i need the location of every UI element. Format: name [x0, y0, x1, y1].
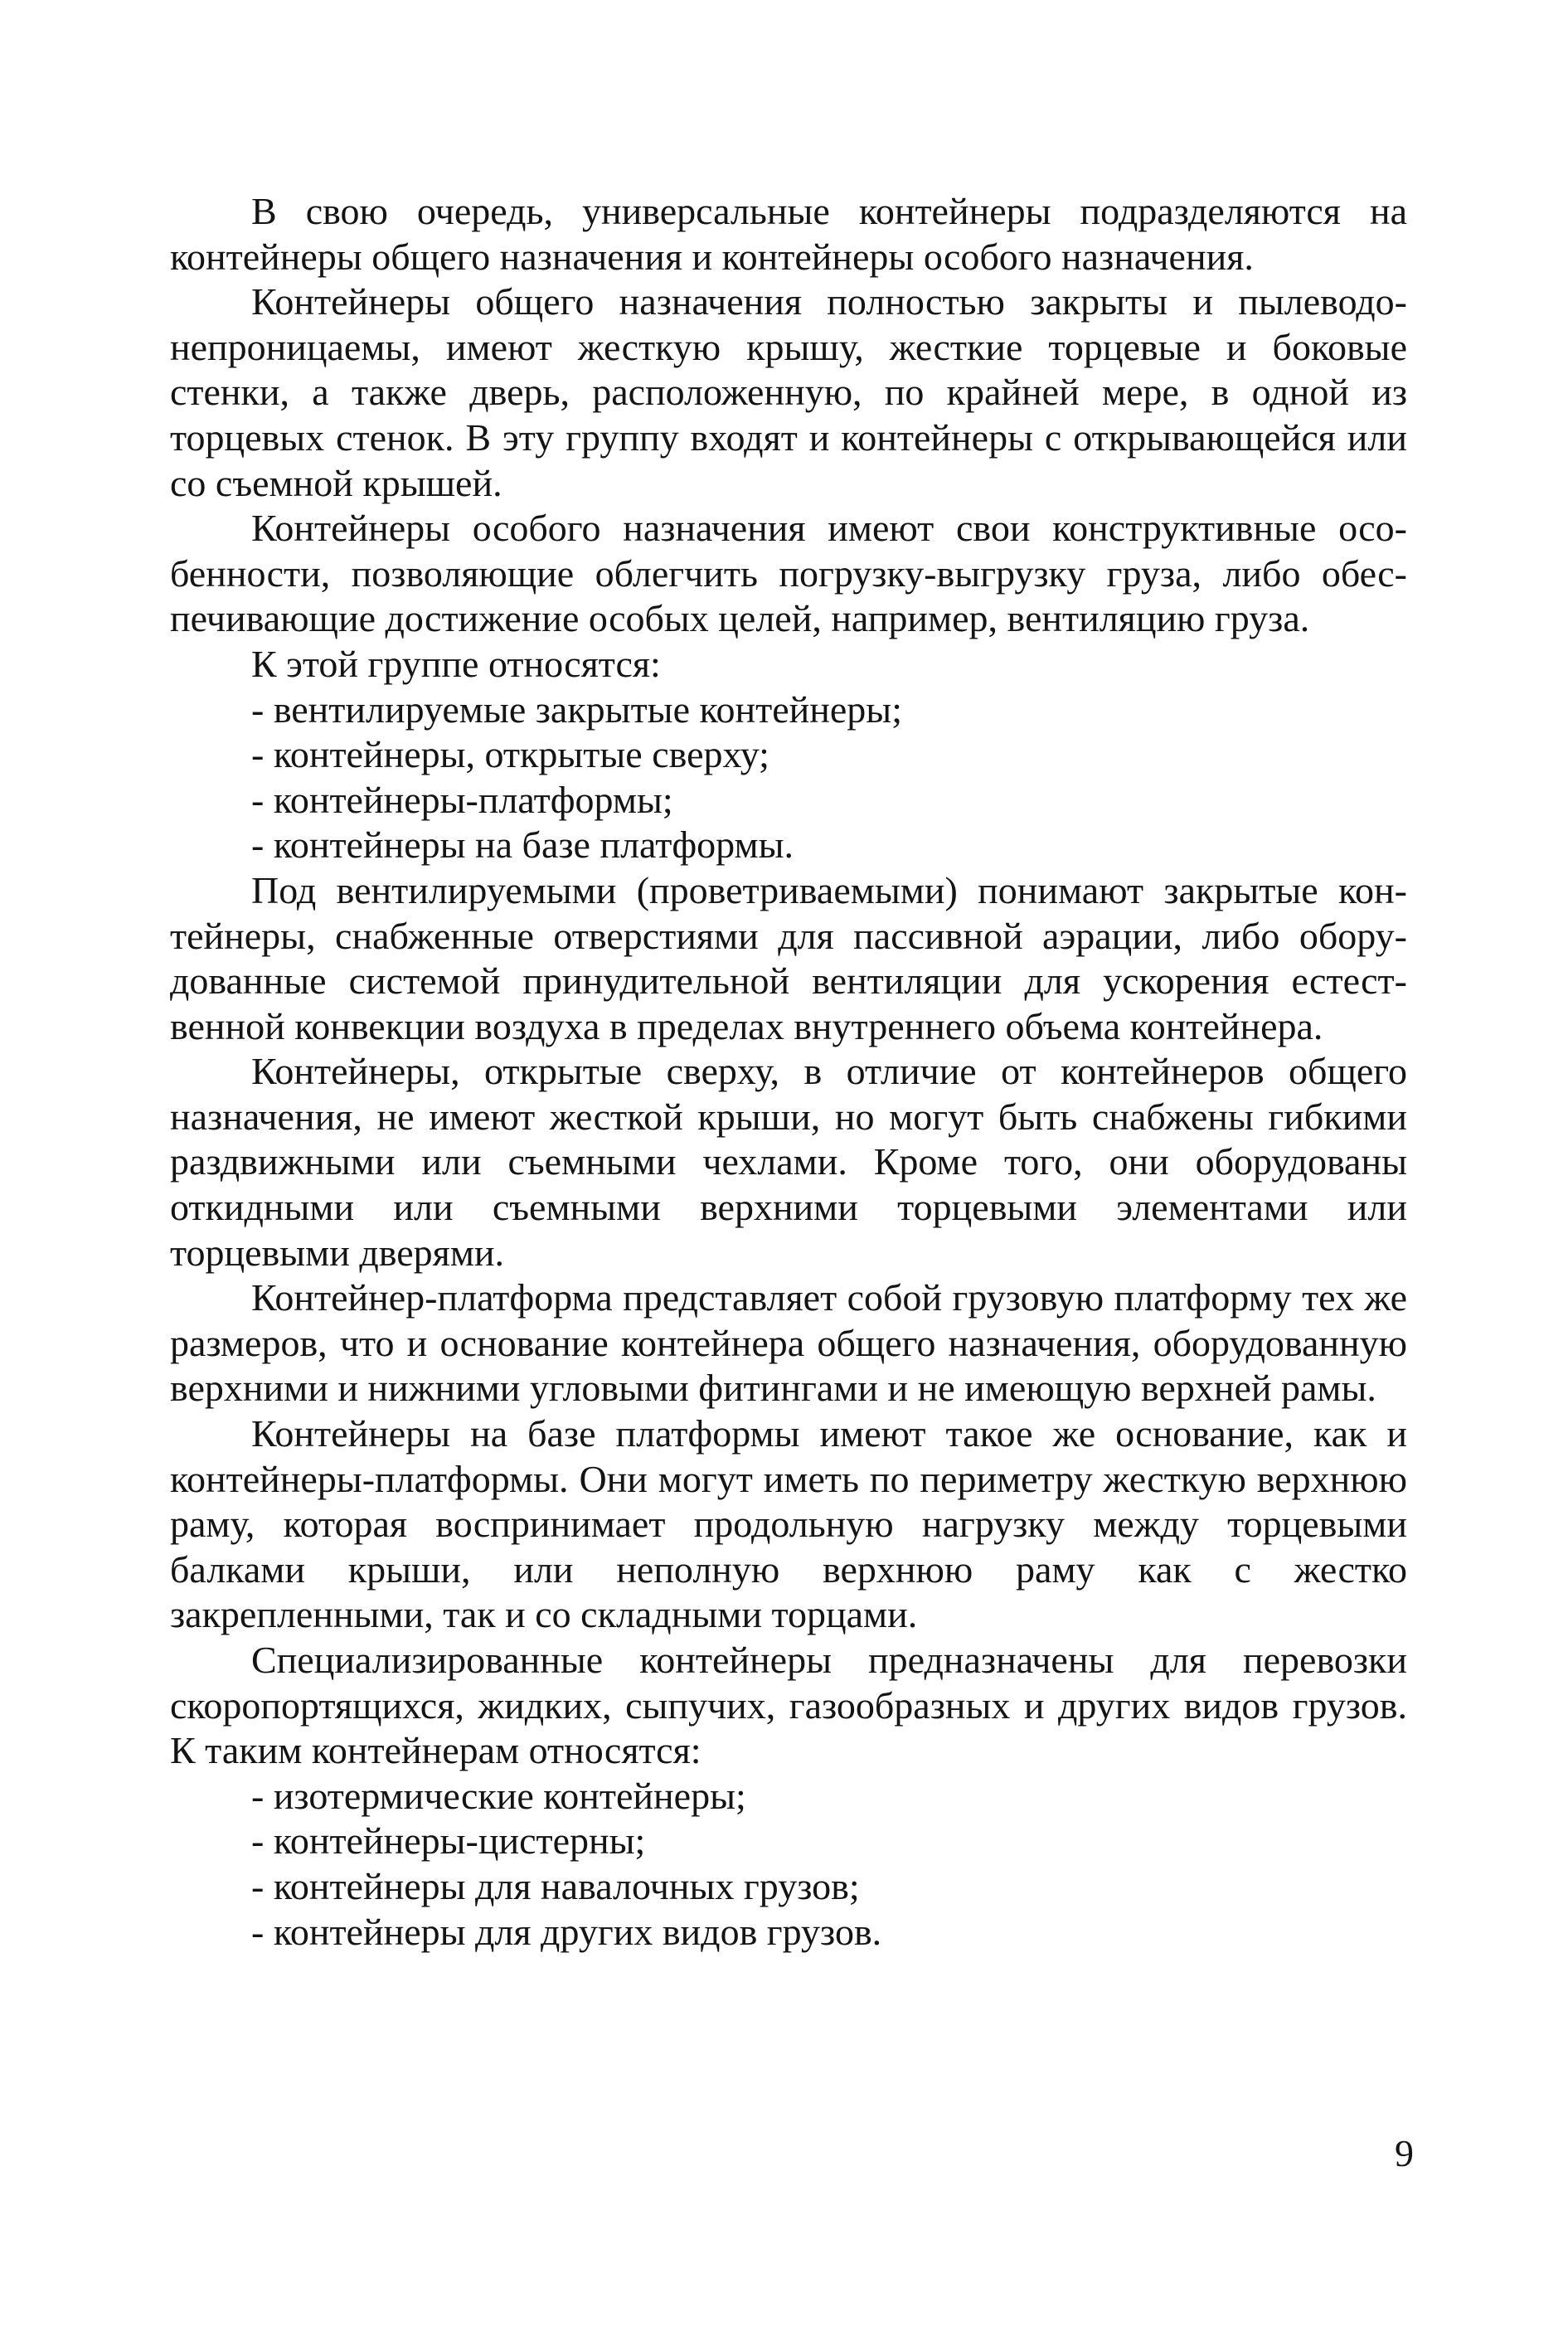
- paragraph-universal-containers: В свою очередь, универсальные контейнеры подразделяются на контейнеры общего назначения и контейнеры особого назначения.: [170, 190, 1407, 278]
- list-item: - контейнеры-цистерны;: [251, 1819, 646, 1863]
- paragraph-platform-based: Контейнеры на базе платформы имеют такое же основание, как и контейнеры-платформы. Они могут иметь по периметру жесткую верхнюю раму, которая воспринимает продольную нагрузку между торцевыми балками крыши, или неполную верхнюю раму как с жестко закрепленными, так и со складными торцами.: [170, 1412, 1407, 1636]
- paragraph-ventilated: Под вентилируемыми (проветриваемыми) понимают закрытые контейнеры, снабженные отверстиями для пассивной аэрации, либо оборудованные системой принудительной вентиляции для ускорения естественной конвекции воздуха в пределах внутреннего объема контейнера.: [170, 868, 1407, 1047]
- list-item: - контейнеры для других видов грузов.: [251, 1910, 882, 1953]
- paragraph-group-intro: К этой группе относятся:: [251, 642, 661, 685]
- list-item: - вентилируемые закрытые контейнеры;: [251, 687, 902, 731]
- paragraph-special-purpose: Контейнеры особого назначения имеют свои конструктивные особенности, позволяющие облегчить погрузку-выгрузку груза, либо обеспечивающие достижение особых целей, например, вентиляцию груза.: [170, 507, 1407, 640]
- page-body: [170, 189, 1407, 1955]
- paragraph-general-purpose: Контейнеры общего назначения полностью закрыты и пылеводонепроницаемы, имеют жесткую крышу, жесткие торцевые и боковые стенки, а также дверь, расположенную, по крайней мере, в одной из торцевых стенок. В эту группу входят и контейнеры с открывающейся или со съемной крышей.: [170, 280, 1407, 504]
- list-item: - контейнеры для навалочных грузов;: [251, 1864, 860, 1907]
- list-specialized-containers: [170, 1774, 1407, 1955]
- paragraph-specialized: Специализированные контейнеры предназначены для перевозки скоропортящихся, жидких, сыпучих, газообразных и других видов грузов. К таким контейнерам относятся:: [170, 1639, 1407, 1772]
- list-item: - контейнеры-платформы;: [251, 778, 673, 821]
- list-item: - контейнеры на базе платформы.: [251, 823, 794, 867]
- paragraph-platform: Контейнер-платформа представляет собой грузовую платформу тех же размеров, что и основание контейнера общего назначения, оборудованную верхними и нижними угловыми фитингами и не имеющую верхней рамы.: [170, 1276, 1407, 1410]
- paragraph-open-top: Контейнеры, открытые сверху, в отличие от контейнеров общего назначения, не имеют жесткой крыши, но могут быть снабжены гибкими раздвижными или съемными чехлами. Кроме того, они оборудованы откидными или съемными верхними торцевыми элементами или торцевыми дверями.: [170, 1050, 1407, 1274]
- page-number: 9: [1395, 2132, 1414, 2174]
- list-item: - контейнеры, открытые сверху;: [251, 733, 769, 776]
- list-item: - изотермические контейнеры;: [251, 1774, 746, 1817]
- list-special-containers: [170, 687, 1407, 868]
